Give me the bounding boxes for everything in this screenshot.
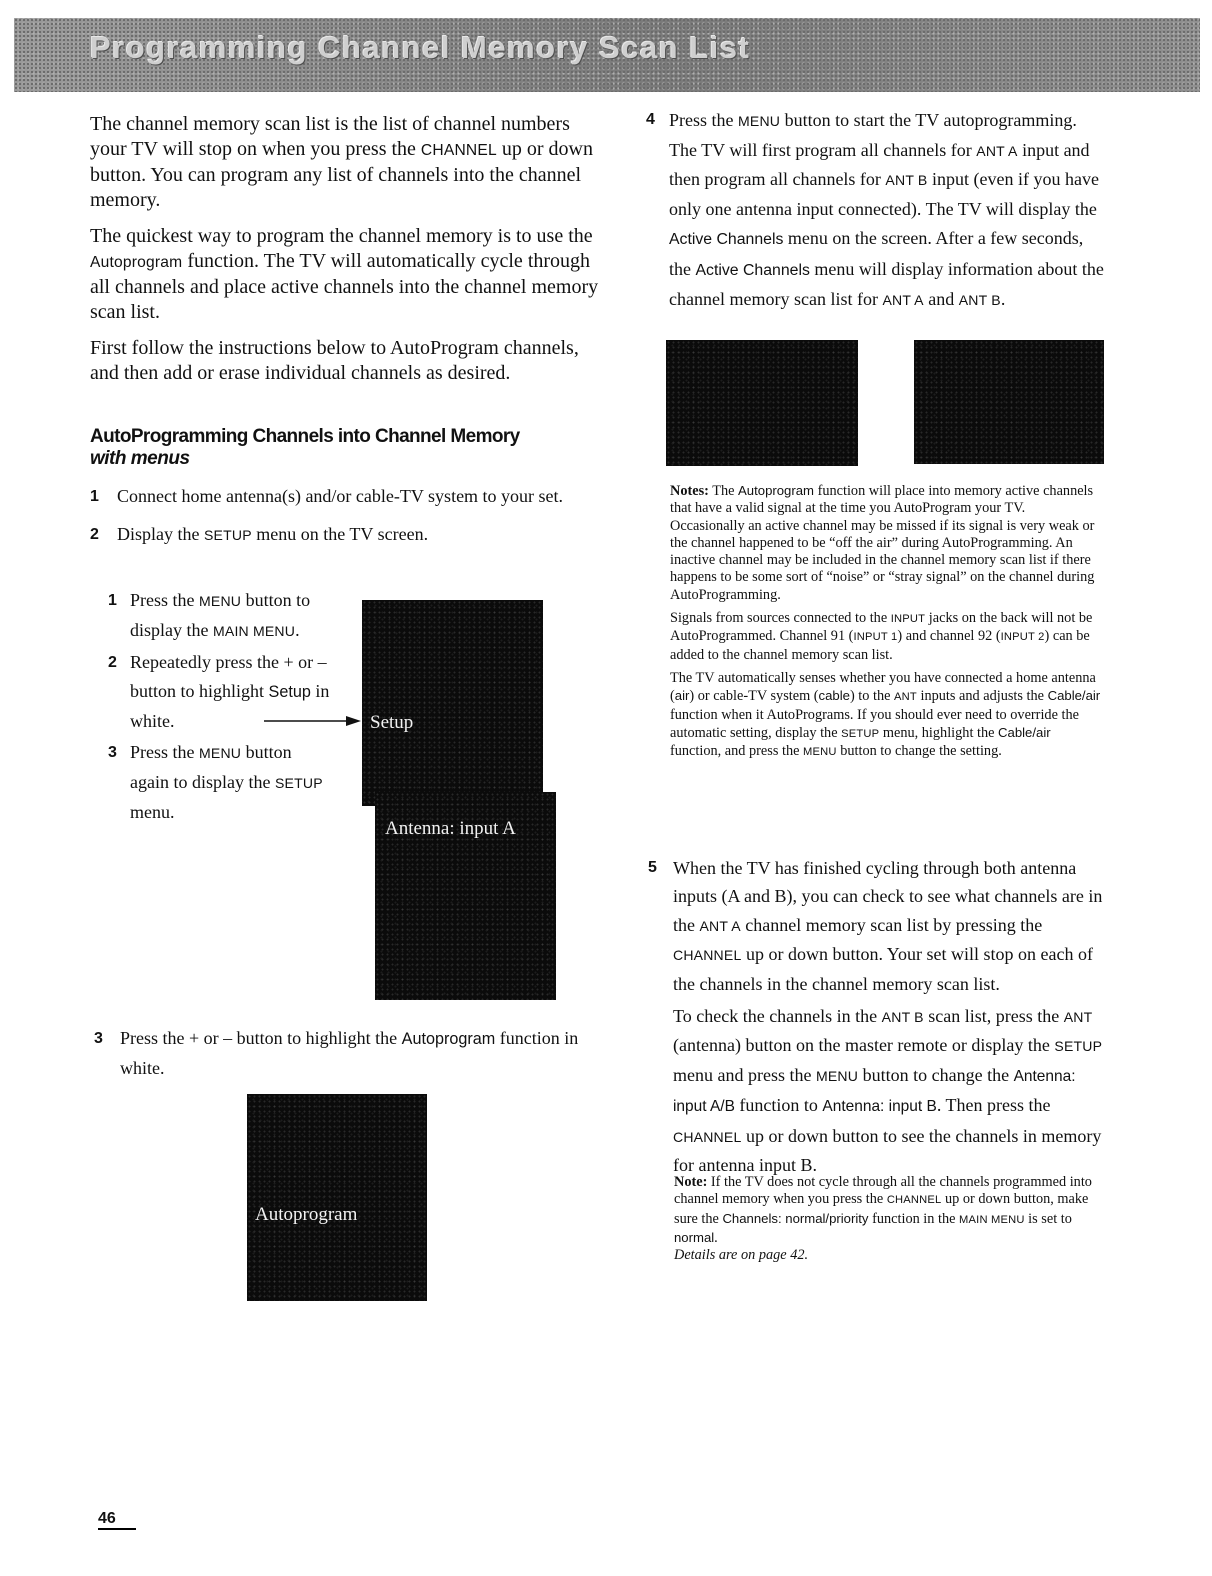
tv-screen-setup-menu (375, 792, 556, 1000)
notes-label: Notes: (670, 483, 709, 499)
tv-screen-main-menu (362, 600, 543, 806)
intro-paragraph-3: First follow the instructions below to AutoProgram channels, and then add or erase individual channels as desired. (90, 337, 579, 384)
autoprogram-menu-item: Autoprogram (255, 1204, 358, 1225)
note-paragraph-1 (670, 482, 1102, 604)
setup-menu-item: Setup (370, 712, 414, 733)
left-column (90, 112, 600, 397)
menu-term: MENU (199, 745, 242, 761)
notes-block (670, 482, 1102, 767)
autoprogram-term: Autoprogram (401, 1030, 496, 1048)
text: ) can be added to the channel memory scan list. (670, 628, 1090, 663)
text: up or down button, make sure the (674, 1191, 1089, 1227)
details-reference: Details are on page 42. (674, 1247, 809, 1264)
step-4 (646, 106, 1106, 315)
text: . (1000, 289, 1006, 310)
channel-term: CHANNEL (886, 1194, 942, 1207)
text: button to display the (130, 590, 311, 640)
text: button again to display the (130, 742, 292, 792)
step-text: Connect home antenna(s) and/or cable-TV system to your set. (117, 486, 564, 506)
menu-term: MENU (199, 593, 242, 609)
autoprogram-term: Autoprogram (90, 253, 183, 271)
step-1 (90, 482, 610, 511)
text: up or down button. Your set will stop on each of the channels in the channel memory scan list. (673, 944, 1093, 994)
text: . (714, 1229, 718, 1246)
text: menu on the screen. After a few seconds, the (669, 227, 1084, 279)
text: Press the (130, 590, 199, 610)
tv-screen-autoprogram (247, 1094, 427, 1301)
ant-a-term: ANT A (699, 917, 741, 934)
text: The quickest way to program the channel memory is to use the (90, 225, 593, 247)
text: . (295, 620, 300, 640)
air-term: air (674, 688, 690, 704)
header-banner (14, 18, 1200, 92)
cable-air-term: Cable/air (998, 724, 1051, 740)
text: input (even if you have only one antenna input connected). The TV will display the (669, 169, 1099, 220)
text: in white. (130, 681, 330, 731)
tv-screen-active-channels-b (914, 340, 1104, 464)
antenna-menu-item: Antenna: input A (385, 818, 516, 839)
ant-term: ANT (1063, 1009, 1093, 1025)
text: function when it AutoPrograms. If you should ever need to override the automatic setting, display the (670, 706, 1079, 741)
text: When the TV has finished cycling through both antenna inputs (A and B), you can check to see what channels are in the (673, 858, 1103, 935)
menu-term: MENU (815, 1067, 859, 1084)
text: menu, highlight the (879, 724, 999, 741)
input-2-term: INPUT 2 (1000, 631, 1045, 644)
step-2 (90, 520, 610, 550)
setup-term: SETUP (204, 527, 252, 543)
channel-term: CHANNEL (420, 141, 497, 159)
main-menu-term: MAIN MENU (213, 623, 296, 639)
text: The channel memory scan list is the list of channel numbers your TV will stop on when you press the (90, 113, 570, 160)
text: Repeatedly press the + or – button to highlight (130, 652, 327, 701)
step-number: 3 (94, 1030, 103, 1047)
section-subtitle: with menus (90, 448, 190, 469)
text: menu and press the (673, 1064, 816, 1085)
step-text (90, 520, 610, 550)
text: up or down button. You can program any list of channels into the channel memory. (90, 137, 593, 211)
cable-air-term: Cable/air (1047, 688, 1101, 704)
autoprogram-term: Autoprogram (738, 483, 814, 498)
text: . Then press the (936, 1095, 1051, 1116)
step-text (646, 106, 1106, 315)
text: scan list, press the (923, 1006, 1064, 1026)
text: is set to (1024, 1210, 1072, 1227)
text: function in the (868, 1210, 960, 1227)
ant-a-term: ANT A (882, 292, 924, 309)
text: jacks on the back will not be AutoProgrammed. Channel 91 ( (670, 610, 1093, 645)
page-number: 46 (98, 1510, 136, 1530)
text: ) and channel 92 ( (897, 628, 1001, 645)
step-text (648, 854, 1106, 998)
text: Display the (117, 524, 204, 544)
main-menu-term: MAIN MENU (959, 1213, 1025, 1226)
section-heading (90, 426, 610, 470)
step-text (94, 1024, 614, 1083)
tv-screen-active-channels-a (666, 340, 858, 466)
step-number: 3 (108, 744, 117, 761)
text: ) or cable-TV system ( (689, 688, 819, 705)
ant-b-term: ANT B (881, 1009, 924, 1025)
setup-term: SETUP (841, 727, 880, 740)
active-channels-term: Active Channels (669, 230, 784, 248)
text: Press the (130, 742, 199, 762)
text: inputs and adjusts the (916, 688, 1048, 705)
step-text (673, 1002, 1107, 1179)
text: menu. (130, 802, 175, 822)
text: up or down button to see the channels in memory for antenna input B. (673, 1125, 1102, 1176)
step-5 (648, 854, 1106, 998)
note-paragraph-3 (670, 670, 1102, 761)
text: function will place into memory active channels that have a valid signal at the time you AutoProgram your TV. Occasionally an active channel may be missed if its signal is very weak or the channel happened to be “off the air” during AutoProgramming. An inactive channel may be included in the channel memory scan list if there happens to be some sort of “noise” or “stray signal” on the channel during AutoProgramming. (670, 483, 1095, 603)
antenna-input-ab-term: Antenna: input A/B (673, 1067, 1076, 1116)
note-label: Note: (674, 1174, 708, 1190)
text: function in white. (120, 1028, 579, 1078)
final-note (674, 1174, 1106, 1264)
substep-1 (108, 586, 318, 646)
ant-term: ANT (894, 691, 917, 704)
step-text (108, 738, 328, 827)
pointer-arrow-icon (262, 714, 364, 728)
text: Signals from sources connected to the (670, 610, 891, 627)
final-note-text (674, 1174, 1106, 1247)
antenna-input-b-term: Antenna: input B (822, 1098, 937, 1116)
menu-term: MENU (738, 113, 781, 129)
intro-paragraph-2 (90, 224, 600, 324)
input-1-term: INPUT 1 (853, 631, 898, 644)
text: menu will display information about the channel memory scan list for (669, 258, 1104, 310)
setup-term: Setup (268, 683, 311, 701)
text: function, and press the (670, 743, 804, 760)
text: ) to the (849, 688, 895, 705)
step-number: 1 (108, 592, 117, 609)
normal-term: normal (674, 1229, 715, 1245)
text: button to start the TV autoprogramming. The TV will first program all channels for (669, 110, 1077, 160)
step-number: 1 (90, 488, 99, 505)
page-title: Programming Channel Memory Scan List (90, 30, 751, 65)
setup-term: SETUP (274, 775, 323, 791)
text: and (923, 289, 959, 310)
text: button to change the setting. (836, 743, 1002, 760)
text: Press the (669, 110, 738, 130)
text: function to (734, 1095, 823, 1116)
step-number: 2 (108, 654, 117, 671)
note-paragraph-2 (670, 610, 1102, 664)
step-text (108, 586, 318, 646)
step-number: 5 (648, 859, 657, 876)
substep-3 (108, 738, 328, 827)
cable-term: cable (818, 688, 850, 704)
text: button to change the (858, 1064, 1014, 1085)
input-term: INPUT (890, 613, 926, 626)
section-title: AutoProgramming Channels into Channel Memory (90, 426, 520, 447)
channel-term: CHANNEL (673, 947, 742, 964)
text: menu on the TV screen. (251, 524, 429, 544)
ant-b-term: ANT B (958, 292, 1001, 309)
ant-a-term: ANT A (976, 142, 1018, 159)
step-5-continued (673, 1002, 1107, 1179)
intro-paragraph-1 (90, 112, 600, 212)
text: channel memory scan list by pressing the (740, 914, 1043, 935)
text: function. The TV will automatically cycle through all channels and place active channels into the channel memory scan list. (90, 249, 599, 323)
channel-term: CHANNEL (673, 1128, 742, 1145)
menu-term: MENU (803, 746, 837, 759)
text: The (708, 483, 739, 499)
step-3 (94, 1024, 614, 1083)
channels-normal-priority-term: Channels: normal/priority (722, 1210, 869, 1226)
step-number: 2 (90, 526, 99, 543)
text: Press the + or – button to highlight the (120, 1028, 402, 1048)
text: (antenna) button on the master remote or display the (673, 1035, 1055, 1056)
ant-b-term: ANT B (885, 172, 928, 189)
text: To check the channels in the (673, 1006, 882, 1026)
active-channels-term: Active Channels (695, 261, 810, 279)
text: If the TV does not cycle through all the channels programmed into channel memory when you press the (674, 1174, 1092, 1208)
step-number: 4 (646, 111, 655, 128)
text: The TV automatically senses whether you have connected a home antenna ( (670, 669, 1096, 705)
text: input and then program all channels for (669, 139, 1090, 190)
setup-term: SETUP (1054, 1038, 1103, 1055)
